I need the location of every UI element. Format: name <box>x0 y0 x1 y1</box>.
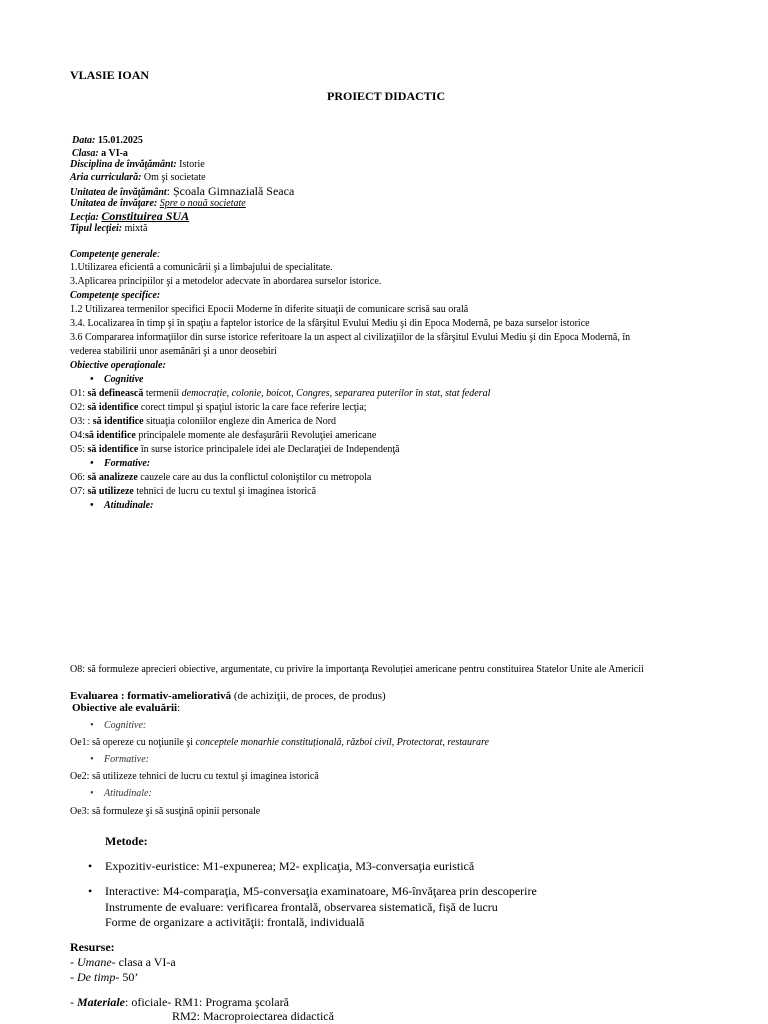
resursa-rm2: RM2: Macroproiectarea didactică <box>172 1009 334 1023</box>
objective-o7: O7: să utilizeze tehnici de lucru cu textul şi imaginea istorică <box>70 486 317 497</box>
competente-specifice-heading: Competenţe specifice: <box>70 290 161 301</box>
instrumente-evaluare: Instrumente de evaluare: verificarea frontală, observarea sistematică, fișă de lucru <box>105 900 498 914</box>
subheading-atitudinale: • Atitudinale: <box>90 500 154 511</box>
obiective-evaluare-heading: Obiective ale evaluării: <box>72 702 181 714</box>
metoda-expozitiv: • Expozitiv-euristice: M1-expunerea; M2- explicaţia, M3-conversaţia euristică <box>88 859 475 873</box>
resurse-heading: Resurse: <box>70 940 115 954</box>
resursa-umane: - Umane- clasa a VI-a <box>70 955 176 969</box>
field-aria: Aria curriculară: Om şi societate <box>70 172 206 183</box>
bullet-icon: • <box>88 859 93 873</box>
competenta-specifica-3-6: 3.6 Compararea informaţiilor din surse istorice referitoare la un aspect al civilizaţiilor de la sfârşitul Evului Mediu şi din Epoca Modernă, în <box>70 332 631 343</box>
forme-organizare: Forme de organizare a activităţii: frontală, individuală <box>105 915 365 929</box>
competenta-generala-3: 3.Aplicarea principiilor şi a metodelor adecvate în abordarea surselor istorice. <box>70 276 382 287</box>
subheading-formative: • Formative: <box>90 458 151 469</box>
bullet-icon: • <box>88 884 93 898</box>
author-name: VLASIE IOAN <box>70 68 150 82</box>
objective-o3: O3: : să identifice situaţia coloniilor engleze din America de Nord <box>70 416 337 427</box>
objective-o5: O5: să identifice în surse istorice principalele idei ale Declaraţiei de Independenţă <box>70 444 400 455</box>
eval-objective-oe2: Oe2: să utilizeze tehnici de lucru cu textul şi imaginea istorică <box>70 771 319 782</box>
eval-subheading-formative: • Formative: <box>90 754 149 765</box>
competenta-specifica-3-4: 3.4. Localizarea în timp şi în spaţiu a faptelor istorice de la sfârşitul Evului Mediu şi din Epoca Modernă, pe baza surselor istorice <box>70 318 590 329</box>
resursa-materiale: - Materiale: oficiale- RM1: Programa şcolară <box>70 995 289 1009</box>
metoda-interactive: • Interactive: M4-comparaţia, M5-conversaţia examinatoare, M6-învăţarea prin descoperire <box>88 884 537 898</box>
field-disciplina: Disciplina de învăţământ: Istorie <box>70 159 205 170</box>
evaluarea-heading: Evaluarea : formativ-ameliorativă (de achiziţii, de proces, de produs) <box>70 690 386 702</box>
objective-o1: O1: să definească termenii democrație, colonie, boicot, Congres, separarea puterilor în stat, stat federal <box>70 388 491 399</box>
competenta-specifica-1-2: 1.2 Utilizarea termenilor specifici Epocii Moderne în diferite situaţii de comunicare scrisă sau orală <box>70 304 469 315</box>
resursa-timp: - De timp- 50’ <box>70 970 139 984</box>
field-unitatea-invatamant: Unitatea de învăţământ: Școala Gimnazială Seaca <box>70 184 295 198</box>
eval-subheading-atitudinale: • Atitudinale: <box>90 788 152 799</box>
competente-generale-heading: Competenţe generale: <box>70 249 161 260</box>
field-unitatea-invatare: Unitatea de învăţare: Spre o nouă societate <box>70 198 246 209</box>
objective-o2: O2: să identifice corect timpul şi spaţiul istoric la care face referire lecţia; <box>70 402 367 413</box>
competenta-specifica-3-6-cont: vederea stabilirii unor asemănări şi a unor deosebiri <box>70 346 277 357</box>
eval-objective-oe3: Oe3: să formuleze şi să susţină opinii personale <box>70 806 261 817</box>
field-lectia: Lecţia: Constituirea SUA <box>70 209 190 223</box>
metode-heading: Metode: <box>105 834 148 848</box>
objective-o6: O6: să analizeze cauzele care au dus la conflictul coloniştilor cu metropola <box>70 472 372 483</box>
document-title: PROIECT DIDACTIC <box>327 89 446 103</box>
competenta-generala-1: 1.Utilizarea eficientă a comunicării şi a limbajului de specialitate. <box>70 262 333 273</box>
bullet-icon: • <box>90 500 94 511</box>
bullet-icon: • <box>90 754 94 765</box>
bullet-icon: • <box>90 458 94 469</box>
bullet-icon: • <box>90 374 94 385</box>
eval-objective-oe1: Oe1: să opereze cu noţiunile şi conceptele monarhie constituțională, război civil, Protectorat, restaurare <box>70 737 489 748</box>
bullet-icon: • <box>90 720 94 731</box>
objective-o4: O4:să identifice principalele momente ale desfaşurării Revoluţiei americane <box>70 430 377 441</box>
obiective-operationale-heading: Obiective operaţionale: <box>70 360 166 371</box>
field-clasa: Clasa: a VI-a <box>72 148 128 159</box>
field-tipul-lectiei: Tipul lecţiei: mixtă <box>70 223 148 234</box>
bullet-icon: • <box>90 788 94 799</box>
subheading-cognitive: • Cognitive <box>90 374 144 385</box>
field-data: Data: 15.01.2025 <box>72 135 143 146</box>
eval-subheading-cognitive: • Cognitive: <box>90 720 147 731</box>
objective-o8: O8: să formuleze aprecieri obiective, argumentate, cu privire la importanţa Revoluției americane pentru constituirea Statelor Unite ale Americii <box>70 664 644 675</box>
